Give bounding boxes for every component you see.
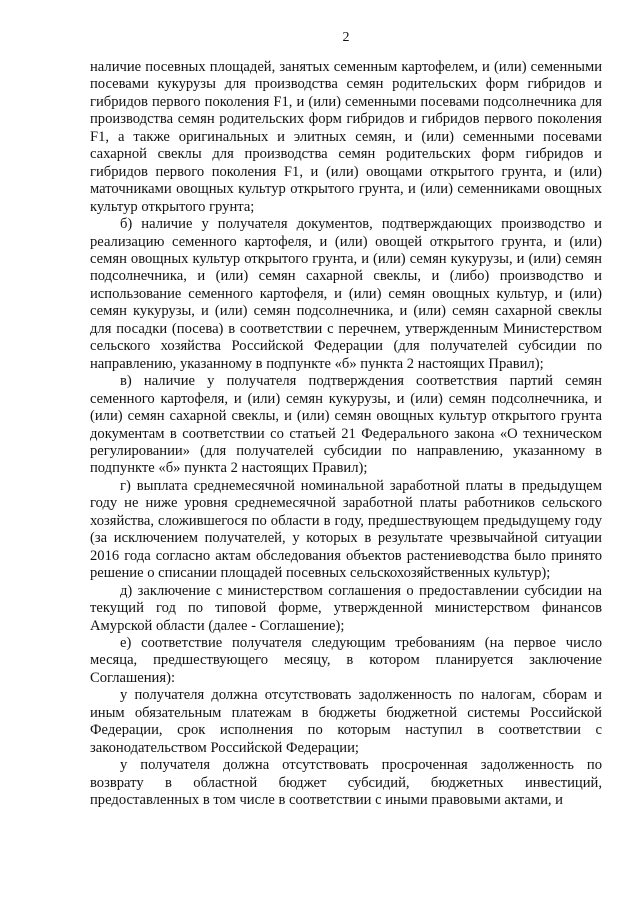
paragraph-a-continuation: наличие посевных площадей, занятых семенным картофелем, и (или) семенными посевами кукурузы для производства семян родительских форм гибридов и гибридов первого поколения F1, и (или) семенными посевами подсолнечника для производства семян родительских форм гибридов и гибридов первого поколения F1, а также оригинальных и элитных семян, и (или) семенными посевами сахарной свеклы для производства семян родительских форм гибридов и гибридов первого поколения F1, и (или) овощами открытого грунта, и (или) маточниками овощных культур открытого грунта, и (или) семенниками овощных культур открытого грунта; <box>90 59 602 215</box>
paragraph-e: е) соответствие получателя следующим требованиям (на первое число месяца, предшествующего месяцу, в котором планируется заключение Соглашения): <box>90 634 602 686</box>
document-body <box>90 59 602 809</box>
paragraph-b: б) наличие у получателя документов, подтверждающих производство и реализацию семенного картофеля, и (или) овощей открытого грунта, и (или) семян овощных культур открытого грунта, и (или) семян кукурузы, и (или) семян подсолнечника, и (или) семян сахарной свеклы, и (либо) производство и использование семенного картофеля, и (или) семян овощных культур, и (или) семян кукурузы, и (или) семян подсолнечника, и (или) семян сахарной свеклы для посадки (посева) в соответствии с перечнем, утвержденным Министерством сельского хозяйства Российской Федерации (для получателей субсидии по направлению, указанному в подпункте «б» пункта 2 настоящих Правил); <box>90 216 602 372</box>
page-number: 2 <box>342 30 350 45</box>
paragraph-g: г) выплата среднемесячной номинальной заработной платы в предыдущем году не ниже уровня среднемесячной заработной платы работников сельского хозяйства, сложившегося по области в году, предшествующем предыдущему году (за исключением получателей, у которых в результате чрезвычайной ситуации 2016 года согласно актам обследования объектов растениеводства было принято решение о списании площадей посевных сельскохозяйственных культур); <box>90 477 602 582</box>
paragraph-tax-debt: у получателя должна отсутствовать задолженность по налогам, сборам и иным обязательным платежам в бюджеты бюджетной системы Российской Федерации, срок исполнения по которым наступил в соответствии с законодательством Российской Федерации; <box>90 687 602 756</box>
paragraph-v: в) наличие у получателя подтверждения соответствия партий семян семенного картофеля, и (или) семян кукурузы, и (или) семян подсолнечника, и (или) семян сахарной свеклы, и (или) семян овощных культур открытого грунта документам в соответствии со статьей 21 Федерального закона «О техническом регулировании» (для получателей субсидии по направлению, указанному в подпункте «б» пункта 2 настоящих Правил); <box>90 373 602 477</box>
paragraph-overdue-debt: у получателя должна отсутствовать просроченная задолженность по возврату в областной бюджет субсидий, бюджетных инвестиций, предоставленных в том числе в соответствии с иными правовыми актами, и <box>90 757 602 809</box>
paragraph-d: д) заключение с министерством соглашения о предоставлении субсидии на текущий год по типовой форме, утвержденной министерством финансов Амурской области (далее - Соглашение); <box>90 582 602 634</box>
